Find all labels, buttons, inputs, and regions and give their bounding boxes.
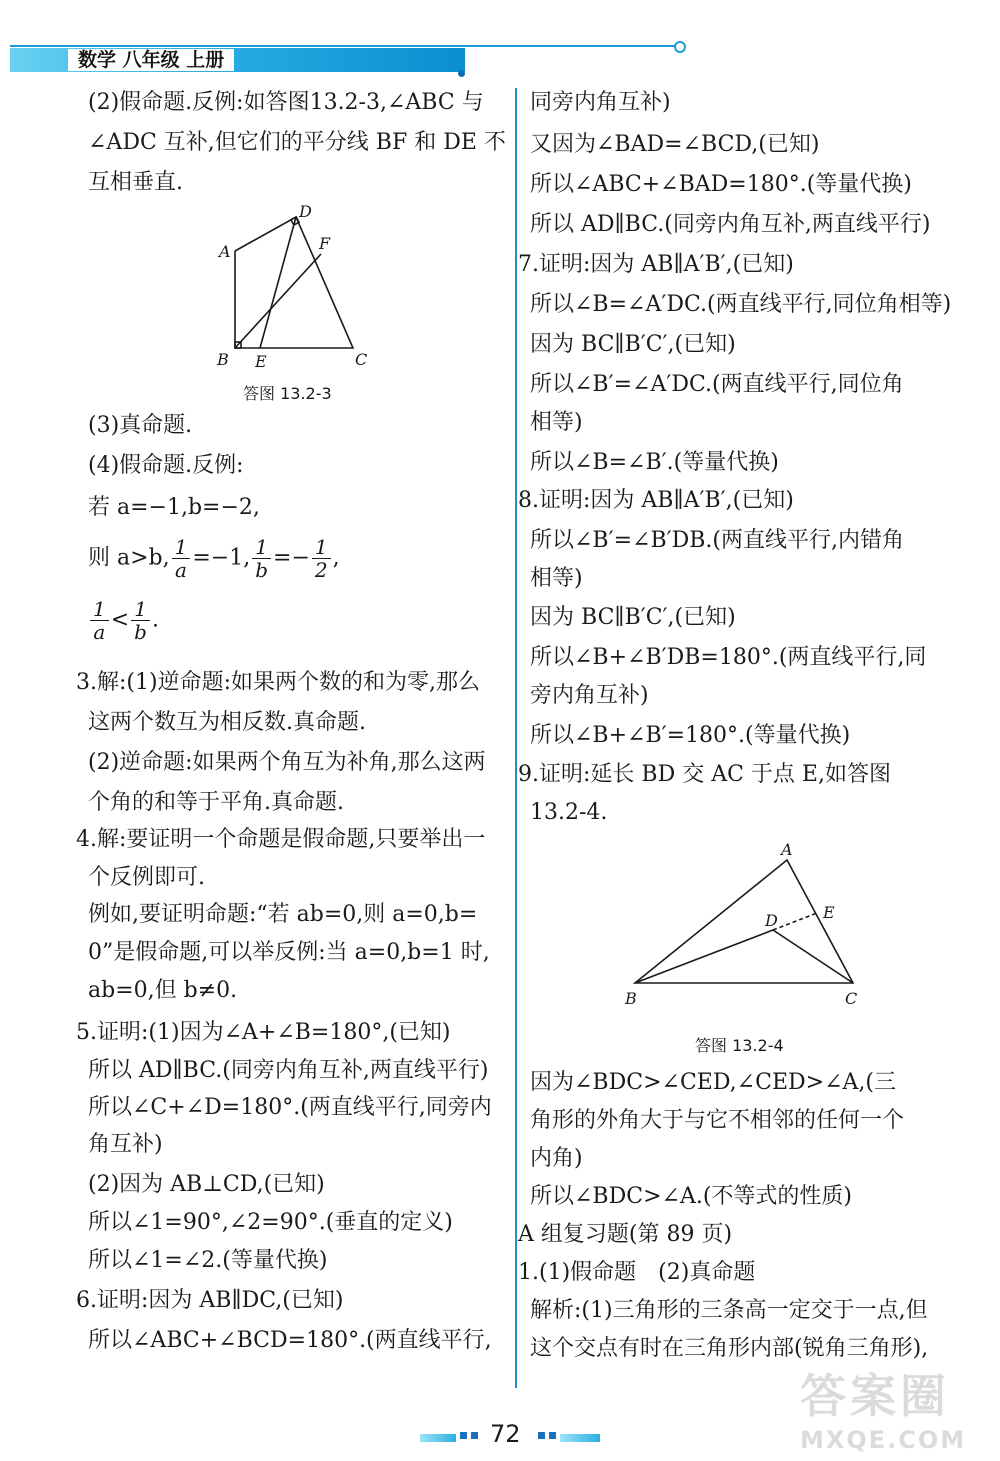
left-text-line: ∠ADC 互补,但它们的平分线 BF 和 DE 不 xyxy=(88,130,506,155)
figure-caption-13-2-3: 答图 13.2-3 xyxy=(243,384,332,403)
left-text-line: 例如,要证明命题:“若 ab=0,则 a=0,b= xyxy=(88,902,478,927)
fraction-denominator: b xyxy=(134,620,147,644)
right-text-line: 所以∠B′=∠A′DC.(两直线平行,同位角 xyxy=(530,372,904,397)
left-text-line: 所以∠ABC+∠BCD=180°.(两直线平行, xyxy=(88,1328,492,1353)
right-text-line: 解析:(1)三角形的三条高一定交于一点,但 xyxy=(530,1298,928,1323)
header-ring-ornament xyxy=(674,41,686,53)
footer-bar-right xyxy=(560,1434,600,1442)
left-text-line: 个角的和等于平角.真命题. xyxy=(88,790,344,815)
footer-square xyxy=(471,1432,478,1439)
frac-line1-suffix: , xyxy=(332,545,340,571)
watermark-text: 答案圈 xyxy=(800,1369,950,1423)
left-text-line: 若 a=−1,b=−2, xyxy=(88,495,260,520)
fraction-denominator: 2 xyxy=(314,558,328,582)
left-text-line: (2)因为 AB⊥CD,(已知) xyxy=(88,1172,325,1197)
fraction-numerator: 1 xyxy=(252,536,271,559)
right-text-line: 相等) xyxy=(530,566,583,591)
frac-line1-mid1: =−1, xyxy=(192,545,251,571)
left-text-line: 3.解:(1)逆命题:如果两个数的和为零,那么 xyxy=(76,670,480,695)
right-text-line: 所以∠ABC+∠BAD=180°.(等量代换) xyxy=(530,172,912,197)
figure-caption-13-2-4: 答图 13.2-4 xyxy=(695,1036,784,1055)
right-text-line: 7.证明:因为 AB∥A′B′,(已知) xyxy=(518,252,794,277)
extension-DE xyxy=(773,913,817,930)
footer-square xyxy=(549,1432,556,1439)
right-text-line: 角形的外角大于与它不相邻的任何一个 xyxy=(530,1108,905,1133)
left-text-line: 所以∠1=90°,∠2=90°.(垂直的定义) xyxy=(88,1210,453,1235)
left-text-line: 5.证明:(1)因为∠A+∠B=180°,(已知) xyxy=(76,1020,451,1045)
right-text-line: 旁内角互补) xyxy=(530,683,649,708)
left-text-line: 所以∠C+∠D=180°.(两直线平行,同旁内 xyxy=(88,1095,492,1120)
page-footer xyxy=(420,1420,600,1454)
footer-square xyxy=(538,1432,545,1439)
frac-line1-mid2: =− xyxy=(273,545,310,571)
fraction-denominator: a xyxy=(175,558,187,582)
right-text-line: 又因为∠BAD=∠BCD,(已知) xyxy=(530,132,820,157)
frac-line2-suffix: . xyxy=(151,607,159,633)
fraction-1-over-b xyxy=(252,536,271,581)
label-B: B xyxy=(217,350,229,368)
book-title: 数学 八年级 上册 xyxy=(68,49,234,71)
watermark xyxy=(800,1360,990,1455)
label-D: D xyxy=(765,911,778,930)
right-text-line: A 组复习题(第 89 页) xyxy=(518,1222,733,1247)
right-text-line: 相等) xyxy=(530,410,583,435)
left-text-line: 个反例即可. xyxy=(88,865,205,890)
left-text-line: (2)假命题.反例:如答图13.2-3,∠ABC 与 xyxy=(88,90,484,115)
left-text-line: (4)假命题.反例: xyxy=(88,453,244,478)
right-text-line: 8.证明:因为 AB∥A′B′,(已知) xyxy=(518,488,794,513)
watermark-url: MXQE.COM xyxy=(800,1426,967,1454)
left-text-line: (2)逆命题:如果两个角互为补角,那么这两 xyxy=(88,750,486,775)
right-text-line: 同旁内角互补) xyxy=(530,90,671,115)
right-text-line: 所以∠B+∠B′DB=180°.(两直线平行,同 xyxy=(530,645,927,670)
left-text-line: 互相垂直. xyxy=(88,170,183,195)
label-A: A xyxy=(781,840,793,859)
left-text-line: ab=0,但 b≠0. xyxy=(88,978,238,1003)
left-text-line: 角互补) xyxy=(88,1132,163,1157)
fraction-line-1 xyxy=(88,536,340,581)
header-dot-ornament xyxy=(458,70,465,77)
label-A: A xyxy=(219,242,231,261)
triangle-ABC xyxy=(635,860,853,983)
right-text-line: 内角) xyxy=(530,1146,583,1171)
right-text-line: 所以∠BDC>∠A.(不等式的性质) xyxy=(530,1184,852,1209)
frac-line2-op: < xyxy=(110,607,130,633)
right-text-line: 所以∠B=∠A′DC.(两直线平行,同位角相等) xyxy=(530,292,952,317)
left-text-line: 4.解:要证明一个命题是假命题,只要举出一 xyxy=(76,827,486,852)
frac-line1-prefix: 则 a>b, xyxy=(88,545,170,571)
label-B: B xyxy=(625,989,637,1008)
fraction-1-over-2 xyxy=(312,536,331,581)
fraction-numerator: 1 xyxy=(312,536,331,559)
right-text-line: 13.2-4. xyxy=(530,800,608,825)
right-text-line: 这个交点有时在三角形内部(锐角三角形), xyxy=(530,1336,929,1361)
bisector-DE xyxy=(260,217,296,348)
label-C: C xyxy=(845,989,858,1008)
label-C: C xyxy=(355,350,368,368)
figure-13-2-4 xyxy=(625,838,875,1013)
left-text-line: 所以∠1=∠2.(等量代换) xyxy=(88,1248,328,1273)
left-text-line: (3)真命题. xyxy=(88,413,193,438)
right-text-line: 因为 BC∥B′C′,(已知) xyxy=(530,332,736,357)
right-text-line: 所以∠B=∠B′.(等量代换) xyxy=(530,450,779,475)
column-divider xyxy=(515,88,517,1388)
label-D: D xyxy=(299,203,312,221)
left-text-line: 所以 AD∥BC.(同旁内角互补,两直线平行) xyxy=(88,1058,489,1083)
fraction-1-over-a xyxy=(90,598,109,643)
fraction-line-2 xyxy=(88,598,159,643)
right-text-line: 因为 BC∥B′C′,(已知) xyxy=(530,605,736,630)
label-F: F xyxy=(319,234,331,253)
label-E: E xyxy=(823,903,835,922)
left-text-line: 0”是假命题,可以举反例:当 a=0,b=1 时, xyxy=(88,940,490,965)
fraction-numerator: 1 xyxy=(172,536,191,559)
right-text-line: 1.(1)假命题 (2)真命题 xyxy=(518,1260,756,1285)
left-text-line: 6.证明:因为 AB∥DC,(已知) xyxy=(76,1288,344,1313)
right-text-line: 因为∠BDC>∠CED,∠CED>∠A,(三 xyxy=(530,1070,896,1095)
fraction-numerator: 1 xyxy=(90,598,109,621)
page-header xyxy=(0,40,690,80)
fraction-1-over-b xyxy=(131,598,150,643)
footer-bar-left xyxy=(420,1434,456,1442)
header-rule xyxy=(10,45,675,47)
left-text-line: 这两个数互为相反数.真命题. xyxy=(88,710,366,735)
right-text-line: 9.证明:延长 BD 交 AC 于点 E,如答图 xyxy=(518,762,891,787)
page-number: 72 xyxy=(490,1420,521,1448)
bisector-BF xyxy=(235,254,321,348)
right-text-line: 所以∠B+∠B′=180°.(等量代换) xyxy=(530,723,851,748)
fraction-numerator: 1 xyxy=(131,598,150,621)
label-E: E xyxy=(255,352,267,368)
right-text-line: 所以 AD∥BC.(同旁内角互补,两直线平行) xyxy=(530,212,931,237)
fraction-denominator: a xyxy=(93,620,106,644)
footer-square xyxy=(460,1432,467,1439)
fraction-1-over-a xyxy=(172,536,191,581)
fraction-denominator: b xyxy=(255,558,269,582)
figure-13-2-3 xyxy=(213,203,383,368)
right-text-line: 所以∠B′=∠B′DB.(两直线平行,内错角 xyxy=(530,528,905,553)
